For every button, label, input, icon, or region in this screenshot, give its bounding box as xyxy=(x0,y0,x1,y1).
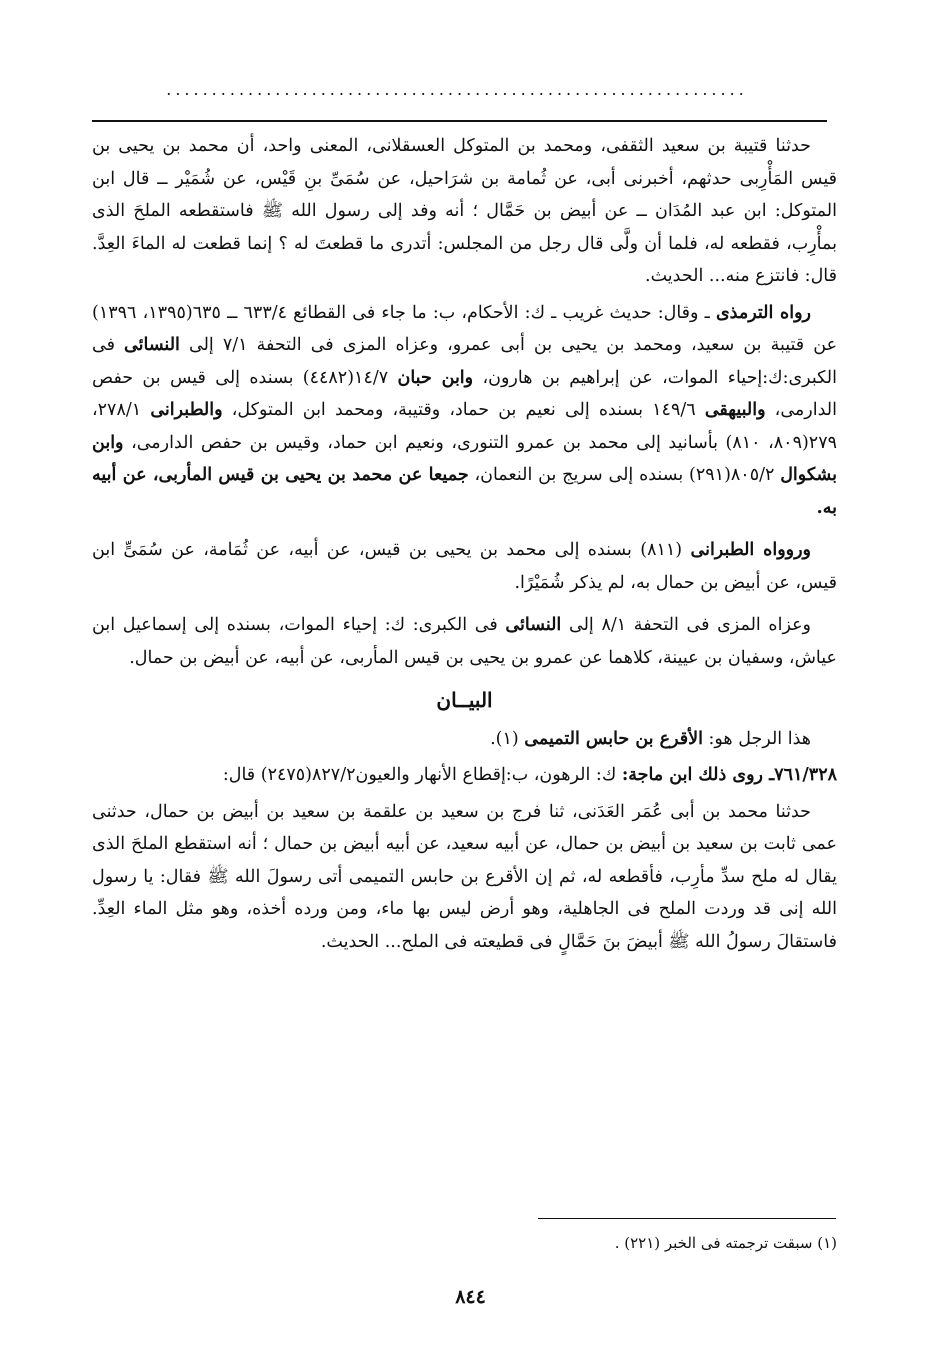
source-ibn-hibban: وابن حبان xyxy=(397,367,474,388)
main-text xyxy=(92,130,837,968)
page-number: ٨٤٤ xyxy=(455,1286,486,1308)
takhrij-text-4: ١٤٩/٦ بسنده إلى نعيم بن حماد، وقتيبة، ومحمد ابن المتوكل، xyxy=(222,400,705,420)
takhrij-paragraph xyxy=(92,297,837,525)
takhrij-text-6: ٨٠٥/٢(٢٩١) بسنده إلى سريج بن النعمان، xyxy=(468,465,781,485)
hadith-number-line xyxy=(92,759,837,792)
hadith-source-ref: ك: الرهون، ب:إقطاع الأنهار والعيون٨٢٧/٢(٢٤٧٥) قال: xyxy=(222,765,622,785)
takhrij-conclusion: جميعا عن محمد بن يحيى بن قيس المأربى، عن أبيه به. xyxy=(92,465,837,518)
hadith-text-paragraph-2: حدثنا محمد بن أبى عُمَر العَدَنى، ثنا فرج بن سعيد بن علقمة بن سعيد بن أبيض بن حمال، حدثنى عمى ثابت بن سعيد بن أبيض بن حمال، عن أبيه سعيد، عن أبيه أبيض بن حمال ؛ أنه استقطع الملحَ الذى يقال له ملح سدِّ مأرِب، فأقطعه له، ثم إن الأقرع بن حابس التميمى أتى رسولَ الله ﷺ فقال: يا رسول الله إنى قد وردت الملح فى الجاهلية، وهو أرض ليس بها ماء، ومن ورده أخذه، وهو مثل الماء العِدِّ. فاستقالَ رسولُ الله ﷺ أبيضَ بنَ حَمَّالٍ فى قطيعته فى الملح... الحديث. xyxy=(92,801,837,952)
top-rule xyxy=(92,120,827,122)
source-tabarani-2: وروواه الطبرانى xyxy=(690,540,812,560)
tabarani-paragraph xyxy=(92,534,837,599)
source-bayhaqi: والبيهقى xyxy=(704,400,766,420)
source-tabarani: والطبرانى xyxy=(150,400,223,420)
takhrij-text-1: ـ وقال: حديث غريب ـ ك: الأحكام، ب: ما جاء فى القطائع ٦٣٣/٤ ــ ٦٣٥(١٣٩٥، ١٣٩٦) عن قتيبة بن سعيد، ومحمد بن يحيى بن أبى عمرو، وعزاه المزى فى التحفة ٧/١ إلى xyxy=(92,302,838,355)
mizzi-text-1: وعزاه المزى فى التحفة ٨/١ إلى xyxy=(561,615,812,635)
source-ibn-bashkuwal: وابن بشكوال xyxy=(92,432,837,485)
source-tirmidhi: رواه الترمذى xyxy=(715,302,811,323)
footnote: (١) سبقت ترجمته فى الخبر (٢٢١) . xyxy=(614,1234,837,1252)
source-nasai: النسائى xyxy=(124,335,180,355)
mizzi-text-2: فى الكبرى: ك: إحياء الموات، بسنده إلى إسماعيل ابن عياش، وسفيان بن عيينة، كلاهما عن عمرو بن يحيى بن قيس المأربى، عن أبيه، عن أبيض بن حمال. xyxy=(92,615,837,668)
footnote-ref: (١). xyxy=(490,728,525,749)
footnote-rule xyxy=(538,1218,836,1219)
person-name: الأقرع بن حابس التميمى xyxy=(524,728,703,749)
hadith-number: ٧٦١/٣٢٨ـ روى ذلك ابن ماجة: xyxy=(621,765,837,785)
bayan-text-1: هذا الرجل هو: xyxy=(702,728,811,749)
hadith-text-paragraph: حدثنا قتيبة بن سعيد الثقفى، ومحمد بن المتوكل العسقلانى، المعنى واحد، أن محمد بن يحيى بن قيس المَأْرِبى حدثهم، أخبرنى أبى، عن ثُمامة بن شرَاحيل، عن سُمَىِّ بنِ قَيْس، عن شُمَيْر ــ قال ابن المتوكل: ابن عبد المُدَان ــ عن أبيض بن حَمَّال ؛ أنه وفد إلى رسول الله ﷺ فاستقطعه الملحَ الذى بمأْرِب، فقطعه له، فلما أن ولَّى قال رجل من المجلس: أتدرى ما قطعتَ له ؟ إنما قطعت له الماءَ العِدَّ. قال: فانتزع منه... الحديث. xyxy=(92,136,837,286)
bayan-paragraph xyxy=(92,723,837,756)
section-heading: البيــان xyxy=(436,688,493,712)
takhrij-text-5: ٢٧٨/١، ٢٧٩(٨٠٩، ٨١٠) بأسانيد إلى محمد بن عمرو التنورى، ونعيم ابن حماد، وقيس بن حفص الدارمى، xyxy=(92,400,837,453)
dotted-rule: ................................................................ xyxy=(166,80,748,99)
takhrij-text-2: فى الكبرى:ك:إحياء الموات، عن إبراهيم بن هارون، xyxy=(92,335,837,388)
tabarani-text: (٨١١) بسنده إلى محمد بن يحيى بن قيس، عن أبيه، عن ثُمَامة، عن سُمَىٍّ ابن قيس، عن أبيض بن حمال به، لم يذكر شُمَيْرًا. xyxy=(92,540,837,593)
takhrij-text-3: ١٤/٧(٤٤٨٢) بسنده إلى قيس بن حفص الدارمى، xyxy=(92,367,837,420)
mizzi-paragraph xyxy=(92,609,837,674)
source-nasai-2: النسائى xyxy=(505,615,562,635)
